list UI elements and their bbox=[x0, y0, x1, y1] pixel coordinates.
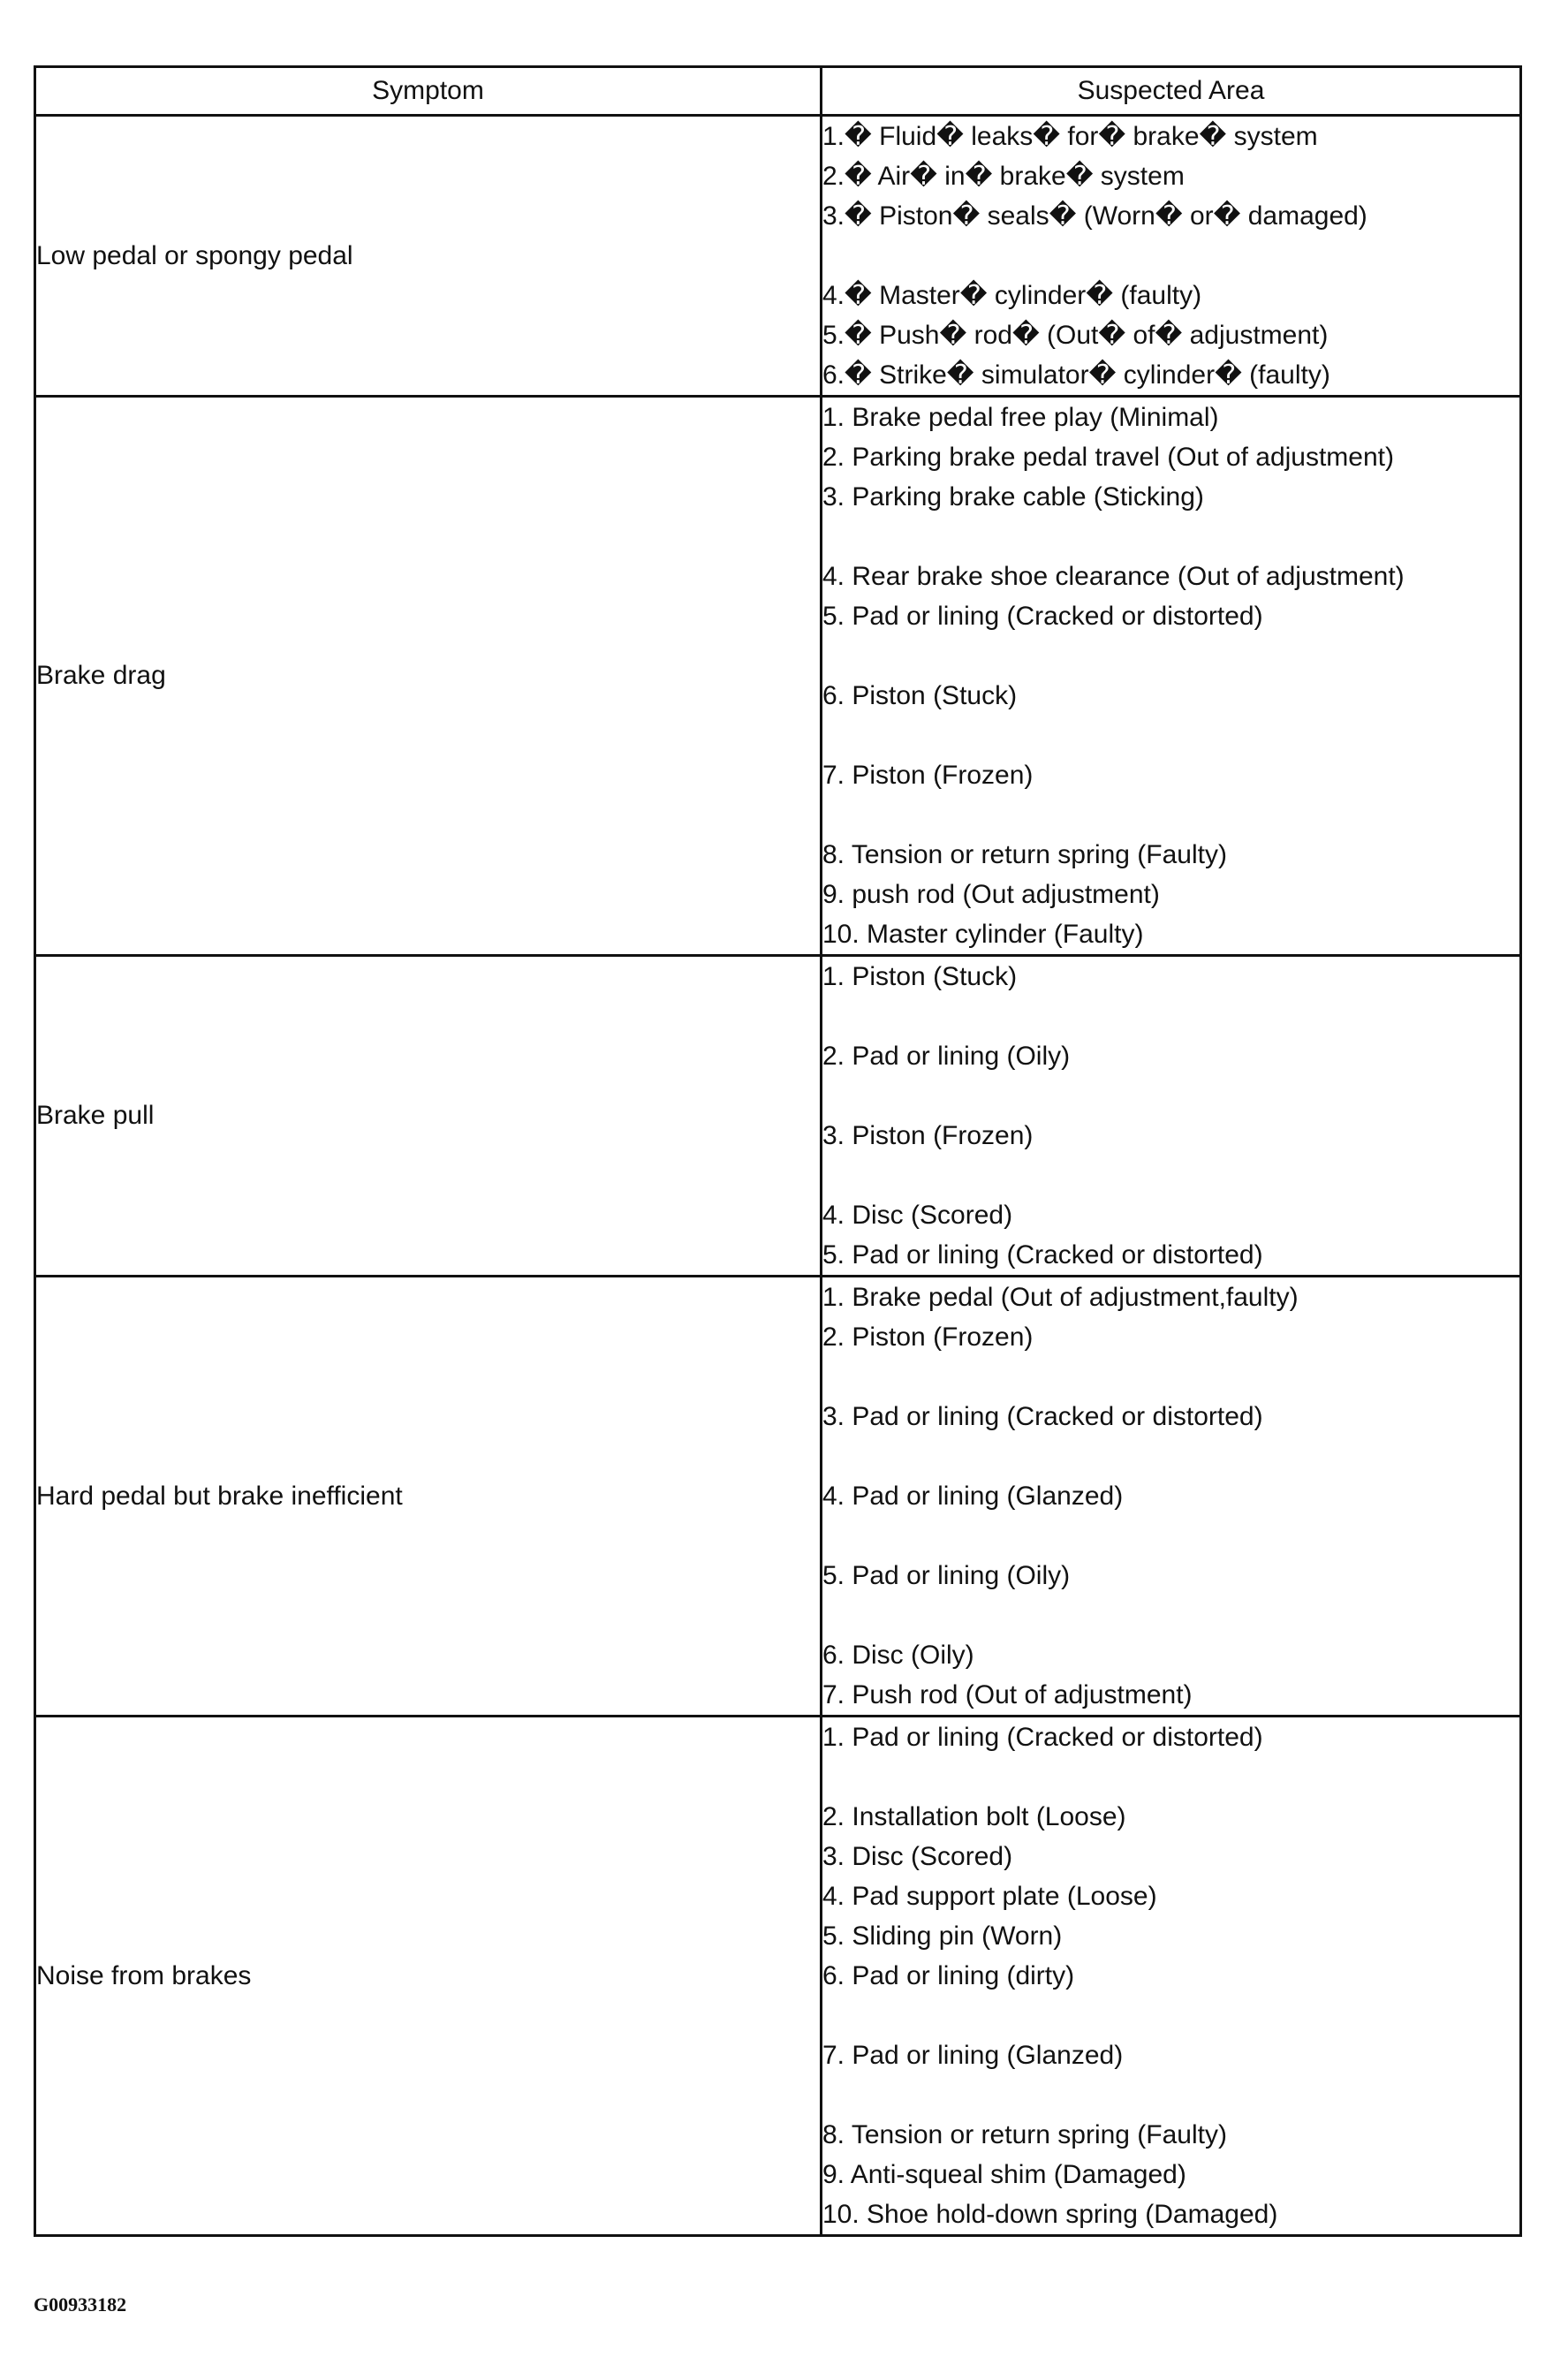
area-item: 1.� Fluid� leaks� for� brake� system bbox=[822, 122, 1318, 151]
area-item: 3. Parking brake cable (Sticking) bbox=[822, 482, 1204, 512]
area-item: 9. push rod (Out adjustment) bbox=[822, 880, 1160, 909]
area-item: 7. Piston (Frozen) bbox=[822, 761, 1034, 790]
area-item: 5. Sliding pin (Worn) bbox=[822, 1921, 1063, 1951]
table-row bbox=[35, 1717, 1521, 2236]
area-item: 10. Shoe hold-down spring (Damaged) bbox=[822, 2200, 1278, 2229]
suspected-area-cell bbox=[822, 1717, 1521, 2236]
area-item: 3. Pad or lining (Cracked or distorted) bbox=[822, 1402, 1263, 1431]
table-row bbox=[35, 116, 1521, 397]
area-item: 4.� Master� cylinder� (faulty) bbox=[822, 281, 1202, 310]
table-header-row bbox=[35, 67, 1521, 116]
area-item: 7. Pad or lining (Glanzed) bbox=[822, 2041, 1124, 2070]
area-item: 1. Brake pedal free play (Minimal) bbox=[822, 403, 1219, 432]
area-item: 7. Push rod (Out of adjustment) bbox=[822, 1680, 1193, 1709]
area-item: 6. Disc (Oily) bbox=[822, 1641, 974, 1670]
area-item: 3.� Piston� seals� (Worn� or� damaged) bbox=[822, 201, 1367, 231]
area-item: 2. Parking brake pedal travel (Out of adjustment) bbox=[822, 443, 1394, 472]
header-suspected-area: Suspected Area bbox=[822, 67, 1521, 116]
suspected-area-cell bbox=[822, 1277, 1521, 1717]
symptom-cell: Brake drag bbox=[35, 397, 822, 956]
figure-code: G00933182 bbox=[34, 2293, 127, 2316]
area-item: 1. Piston (Stuck) bbox=[822, 962, 1018, 991]
suspected-area-cell bbox=[822, 116, 1521, 397]
area-item: 5. Pad or lining (Oily) bbox=[822, 1561, 1071, 1590]
suspected-area-cell bbox=[822, 397, 1521, 956]
area-item: 1. Brake pedal (Out of adjustment,faulty) bbox=[822, 1283, 1299, 1312]
area-item: 6.� Strike� simulator� cylinder� (faulty) bbox=[822, 360, 1330, 390]
area-item: 8. Tension or return spring (Faulty) bbox=[822, 840, 1227, 869]
table-row bbox=[35, 956, 1521, 1277]
area-item: 10. Master cylinder (Faulty) bbox=[822, 920, 1144, 949]
brake-diagnosis-table bbox=[34, 65, 1522, 2237]
header-symptom: Symptom bbox=[35, 67, 822, 116]
area-item: 5. Pad or lining (Cracked or distorted) bbox=[822, 602, 1263, 631]
symptom-cell: Low pedal or spongy pedal bbox=[35, 116, 822, 397]
area-item: 4. Pad support plate (Loose) bbox=[822, 1882, 1157, 1911]
area-item: 4. Pad or lining (Glanzed) bbox=[822, 1482, 1124, 1511]
area-item: 3. Disc (Scored) bbox=[822, 1842, 1013, 1871]
area-item: 6. Piston (Stuck) bbox=[822, 681, 1018, 710]
symptom-cell: Noise from brakes bbox=[35, 1717, 822, 2236]
area-item: 5. Pad or lining (Cracked or distorted) bbox=[822, 1240, 1263, 1270]
table-row bbox=[35, 1277, 1521, 1717]
area-item: 5.� Push� rod� (Out� of� adjustment) bbox=[822, 321, 1329, 350]
suspected-area-cell bbox=[822, 956, 1521, 1277]
area-item: 3. Piston (Frozen) bbox=[822, 1121, 1034, 1150]
area-item: 2. Piston (Frozen) bbox=[822, 1323, 1034, 1352]
area-item: 2. Pad or lining (Oily) bbox=[822, 1042, 1071, 1071]
area-item: 4. Rear brake shoe clearance (Out of adjustment) bbox=[822, 562, 1405, 591]
area-item: 2. Installation bolt (Loose) bbox=[822, 1802, 1126, 1831]
area-item: 9. Anti-squeal shim (Damaged) bbox=[822, 2160, 1186, 2189]
symptom-cell: Brake pull bbox=[35, 956, 822, 1277]
symptom-cell: Hard pedal but brake inefficient bbox=[35, 1277, 822, 1717]
area-item: 6. Pad or lining (dirty) bbox=[822, 1961, 1075, 1990]
area-item: 4. Disc (Scored) bbox=[822, 1201, 1013, 1230]
table-row bbox=[35, 397, 1521, 956]
area-item: 8. Tension or return spring (Faulty) bbox=[822, 2120, 1227, 2149]
area-item: 2.� Air� in� brake� system bbox=[822, 162, 1185, 191]
area-item: 1. Pad or lining (Cracked or distorted) bbox=[822, 1723, 1263, 1752]
